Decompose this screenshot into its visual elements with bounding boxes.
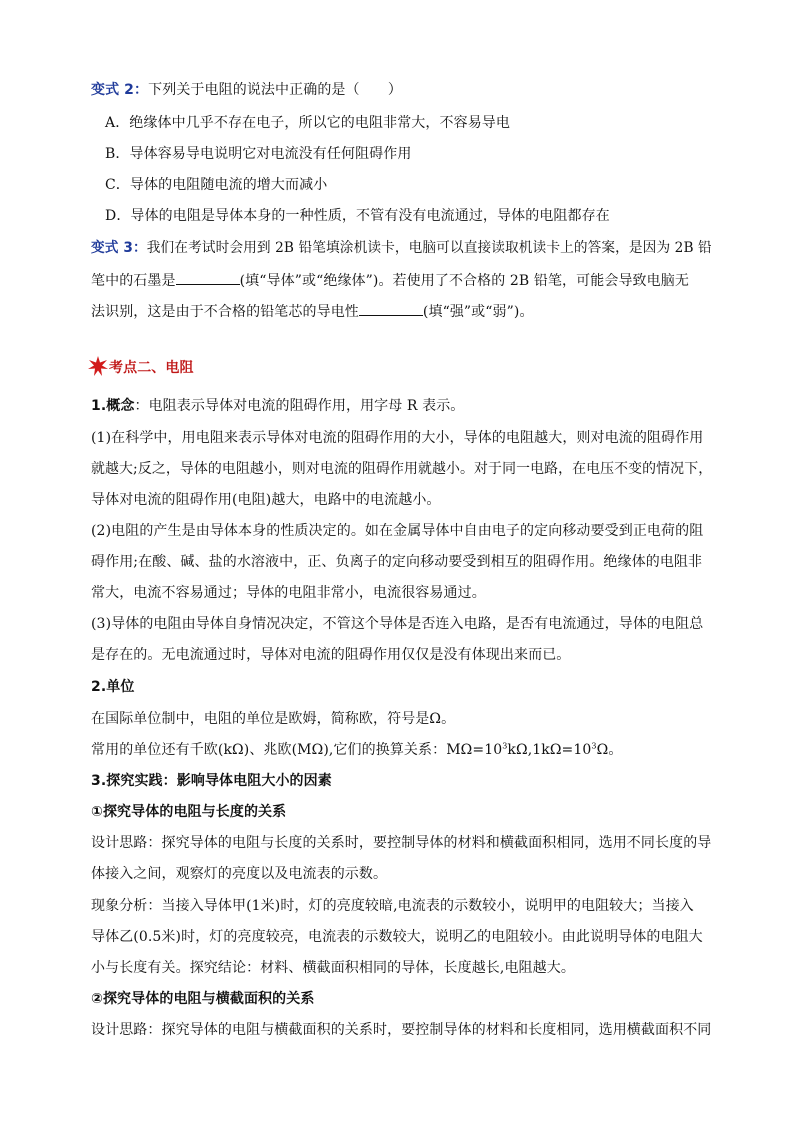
variant-3-line-1: [91, 238, 712, 258]
concept-p2-line-3: 常大，电流不容易通过；导体的电阻非常小，电流很容易通过。: [91, 585, 486, 601]
variant-2-colon: ：: [134, 82, 149, 98]
variant-3-line-3: [91, 301, 534, 322]
unit-line-2c: Ω。: [596, 742, 623, 758]
concept-line: [91, 396, 464, 416]
variant-3-label: 变式 3: [91, 240, 134, 256]
red-star-icon: [88, 356, 108, 376]
design-1-line-2: 体接入之间，观察灯的亮度以及电流表的示数。: [91, 866, 388, 882]
variant-2-question: [91, 80, 402, 100]
answer-blank-1[interactable]: [176, 270, 240, 285]
option-b: B．导体容易导电说明它对电流没有任何阻碍作用: [105, 146, 412, 162]
variant-3-text-3a: 法识别，这是由于不合格的铅笔芯的导电性: [91, 304, 359, 320]
unit-line-2a: 常用的单位还有千欧(kΩ)、兆欧(MΩ),它们的换算关系：MΩ=10: [91, 742, 503, 758]
concept-p3-line-1: (3)导体的电阻由导体自身情况决定，不管这个导体是否连入电路，是否有电流通过，导体的电阻总: [91, 616, 704, 632]
variant-3-text-2b: (填“导体”或“绝缘体”)。若使用了不合格的 2B 铅笔，可能会导致电脑无: [239, 273, 689, 289]
concept-p1-line-3: 导体对电流的阻碍作用(电阻)越大，电路中的电流越小。: [91, 492, 441, 508]
concept-p1-line-2: 就越大;反之，导体的电阻越小，则对电流的阻碍作用就越小。对于同一电路，在电压不变的情况下，: [91, 461, 713, 477]
answer-blank-2[interactable]: [359, 301, 423, 316]
variant-3-text-1: 我们在考试时会用到 2B 铅笔填涂机读卡，电脑可以直接读取机读卡上的答案，是因为 2B 铅: [146, 240, 712, 256]
concept-p3-line-2: 是存在的。无电流通过时，导体对电流的阻碍作用仅仅是没有体现出来而已。: [91, 647, 571, 663]
concept-p1-line-1: (1)在科学中，用电阻来表示导体对电流的阻碍作用的大小，导体的电阻越大，则对电流的阻碍作用: [91, 430, 704, 446]
concept-p2-line-2: 碍作用;在酸、碱、盐的水溶液中，正、负离子的定向移动要受到相互的阻碍作用。绝缘体的电阻非: [91, 554, 703, 570]
option-d: D．导体的电阻是导体本身的一种性质，不管有没有电流通过，导体的电阻都存在: [105, 208, 610, 224]
design-2-line-1: 设计思路：探究导体的电阻与横截面积的关系时，要控制导体的材料和长度相同，选用横截面积不同: [91, 1022, 712, 1038]
option-a: A．绝缘体中几乎不存在电子，所以它的电阻非常大，不容易导电: [105, 115, 511, 131]
option-c: C．导体的电阻随电流的增大而减小: [105, 177, 328, 193]
variant-3-line-2: [91, 270, 689, 291]
phenom-1-line-3: 小与长度有关。探究结论：材料、横截面积相同的导体，长度越长,电阻越大。: [91, 960, 575, 976]
section-2-title: 考点二、电阻: [109, 360, 194, 376]
variant-2-stem: 下列关于电阻的说法中正确的是（ ）: [148, 82, 402, 98]
explore-heading: 3.探究实践：影响导体电阻大小的因素: [91, 773, 332, 789]
phenom-1-line-1: 现象分析：当接入导体甲(1米)时，灯的亮度较暗,电流表的示数较小，说明甲的电阻较大；当接入: [91, 898, 694, 914]
unit-line-2: [91, 740, 622, 760]
variant-3-text-3b: (填“强”或“弱”)。: [422, 304, 534, 320]
explore-sub-2: ②探究导体的电阻与横截面积的关系: [91, 991, 315, 1007]
explore-sub-1: ①探究导体的电阻与长度的关系: [91, 804, 287, 820]
variant-3-colon: ：: [133, 240, 147, 256]
variant-2-label: 变式 2: [91, 82, 135, 98]
unit-heading: 2.单位: [91, 679, 135, 695]
unit-exponent-2: 3: [591, 741, 597, 751]
design-1-line-1: 设计思路：探究导体的电阻与长度的关系时，要控制导体的材料和横截面积相同，选用不同长度的导: [91, 835, 712, 851]
variant-3-text-2a: 笔中的石墨是: [91, 273, 176, 289]
concept-heading: 1.概念: [91, 398, 135, 414]
unit-line-2b: kΩ,1kΩ=10: [507, 742, 592, 758]
unit-line-1: 在国际单位制中，电阻的单位是欧姆，简称欧，符号是Ω。: [91, 711, 456, 727]
concept-text: ：电阻表示导体对电流的阻碍作用，用字母 R 表示。: [134, 398, 465, 414]
phenom-1-line-2: 导体乙(0.5米)时，灯的亮度较亮，电流表的示数较大，说明乙的电阻较小。由此说明导体的电阻大: [91, 929, 703, 945]
unit-exponent-1: 3: [502, 741, 508, 751]
concept-p2-line-1: (2)电阻的产生是由导体本身的性质决定的。如在金属导体中自由电子的定向移动要受到正电荷的阻: [91, 523, 704, 539]
